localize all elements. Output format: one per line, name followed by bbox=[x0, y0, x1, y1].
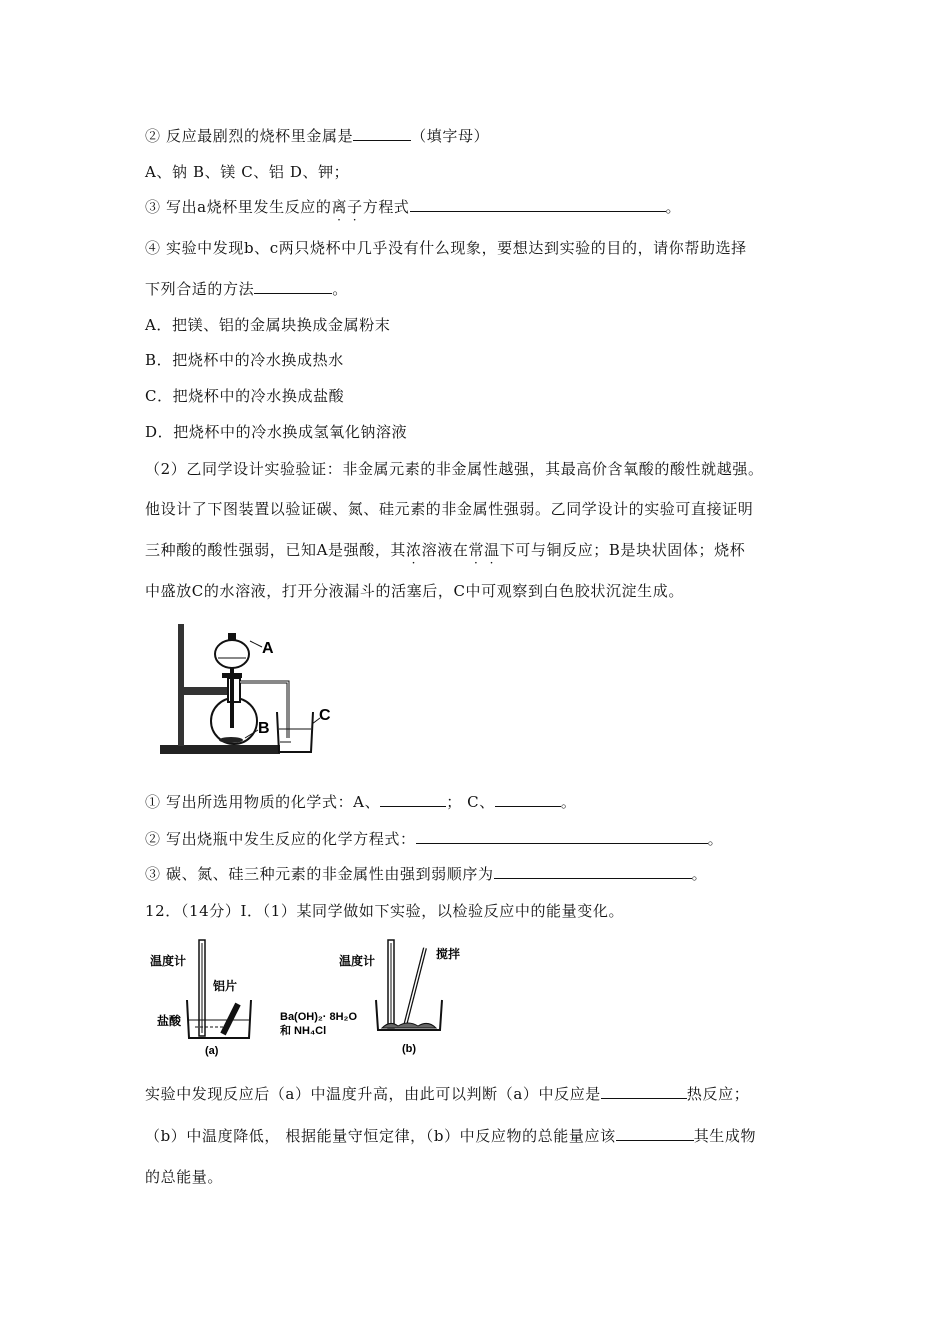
q11-option-c: C．把烧杯中的冷水换成盐酸 bbox=[145, 387, 345, 405]
q11-part2-line1: （2）乙同学设计实验验证：非金属元素的非金属性越强，其最高价含氧酸的酸性就越强。 bbox=[145, 460, 764, 478]
label-reagent-2: 和 NH₄Cl bbox=[280, 1025, 327, 1037]
answer-blank[interactable] bbox=[616, 1126, 694, 1141]
q11-metal-options: A、钠 B、镁 C、铝 D、钾； bbox=[145, 163, 350, 181]
answer-blank[interactable] bbox=[254, 279, 332, 294]
answer-blank[interactable] bbox=[416, 829, 708, 844]
q11-option-a: A．把镁、铝的金属块换成金属粉末 bbox=[145, 316, 391, 334]
q11-part2-line3: 三种酸的酸性强弱，已知A是强酸，其浓溶液在常温下可与铜反应；B是块状固体；烧杯 bbox=[145, 541, 746, 559]
answer-blank[interactable] bbox=[410, 197, 666, 212]
q11-s1: ① 写出所选用物质的化学式：A、 ； C、 。 bbox=[145, 793, 577, 811]
solid-b bbox=[219, 737, 243, 743]
label-thermometer-a: 温度计 bbox=[150, 954, 187, 968]
label-b: B bbox=[258, 720, 270, 737]
stand-rod bbox=[178, 624, 184, 746]
q12-head: 12．（14分）I．（1）某同学做如下实验，以检验反应中的能量变化。 bbox=[145, 902, 625, 920]
q11-sub4-line1: ④ 实验中发现b、c两只烧杯中几乎没有什么现象，要想达到实验的目的，请你帮助选择 bbox=[145, 239, 747, 257]
q11-sub3: ③ 写出a烧杯里发生反应的离子方程式 。 bbox=[145, 198, 682, 216]
caption-b: (b) bbox=[402, 1043, 417, 1055]
q11-s2: ② 写出烧瓶中发生反应的化学方程式： 。 bbox=[145, 830, 724, 848]
label-aluminum: 铝片 bbox=[213, 979, 238, 993]
q11-sub4-line2: 下列合适的方法 。 bbox=[145, 280, 348, 298]
stand-base bbox=[160, 745, 280, 754]
answer-blank[interactable] bbox=[494, 864, 692, 879]
answer-blank[interactable] bbox=[353, 126, 411, 141]
caption-a: (a) bbox=[205, 1045, 219, 1057]
label-hcl: 盐酸 bbox=[157, 1014, 182, 1028]
answer-blank[interactable] bbox=[495, 792, 561, 807]
q12-p1: 实验中发现反应后（a）中温度升高，由此可以判断（a）中反应是 热反应； bbox=[145, 1085, 750, 1103]
label-reagent-1: Ba(OH)₂· 8H₂O bbox=[280, 1011, 357, 1023]
apparatus-figure bbox=[158, 618, 348, 758]
funnel-stopcock bbox=[222, 673, 242, 678]
q12-p3: 的总能量。 bbox=[145, 1168, 224, 1186]
beaker bbox=[277, 712, 313, 752]
q11-sub2: ② 反应最剧烈的烧杯里金属是 （填字母） bbox=[145, 127, 490, 145]
funnel-bulb bbox=[215, 640, 249, 668]
aluminum-strip bbox=[223, 1004, 238, 1034]
figure-a bbox=[145, 938, 265, 1060]
funnel-stopper bbox=[228, 633, 236, 641]
solid-mixture bbox=[382, 1023, 436, 1028]
label-stir: 搅拌 bbox=[436, 947, 461, 961]
q12-p2: （b）中温度降低， 根据能量守恒定律，（b）中反应物的总能量应该 其生成物 bbox=[145, 1127, 757, 1145]
q11-option-b: B．把烧杯中的冷水换成热水 bbox=[145, 351, 344, 369]
label-a: A bbox=[262, 640, 274, 657]
beaker-a bbox=[187, 1000, 251, 1038]
q11-s3: ③ 碳、氮、硅三种元素的非金属性由强到弱顺序为 。 bbox=[145, 865, 708, 883]
answer-blank[interactable] bbox=[601, 1084, 687, 1099]
q11-part2-line4: 中盛放C的水溶液，打开分液漏斗的活塞后，C中可观察到白色胶状沉淀生成。 bbox=[145, 582, 684, 600]
figure-b bbox=[278, 938, 478, 1060]
q11-part2-line2: 他设计了下图装置以验证碳、氮、硅元素的非金属性强弱。乙同学设计的实验可直接证明 bbox=[145, 500, 754, 518]
label-c: C bbox=[319, 707, 331, 724]
answer-blank[interactable] bbox=[380, 792, 446, 807]
label-thermometer-b: 温度计 bbox=[339, 954, 376, 968]
q11-option-d: D．把烧杯中的冷水换成氢氧化钠溶液 bbox=[145, 423, 408, 441]
